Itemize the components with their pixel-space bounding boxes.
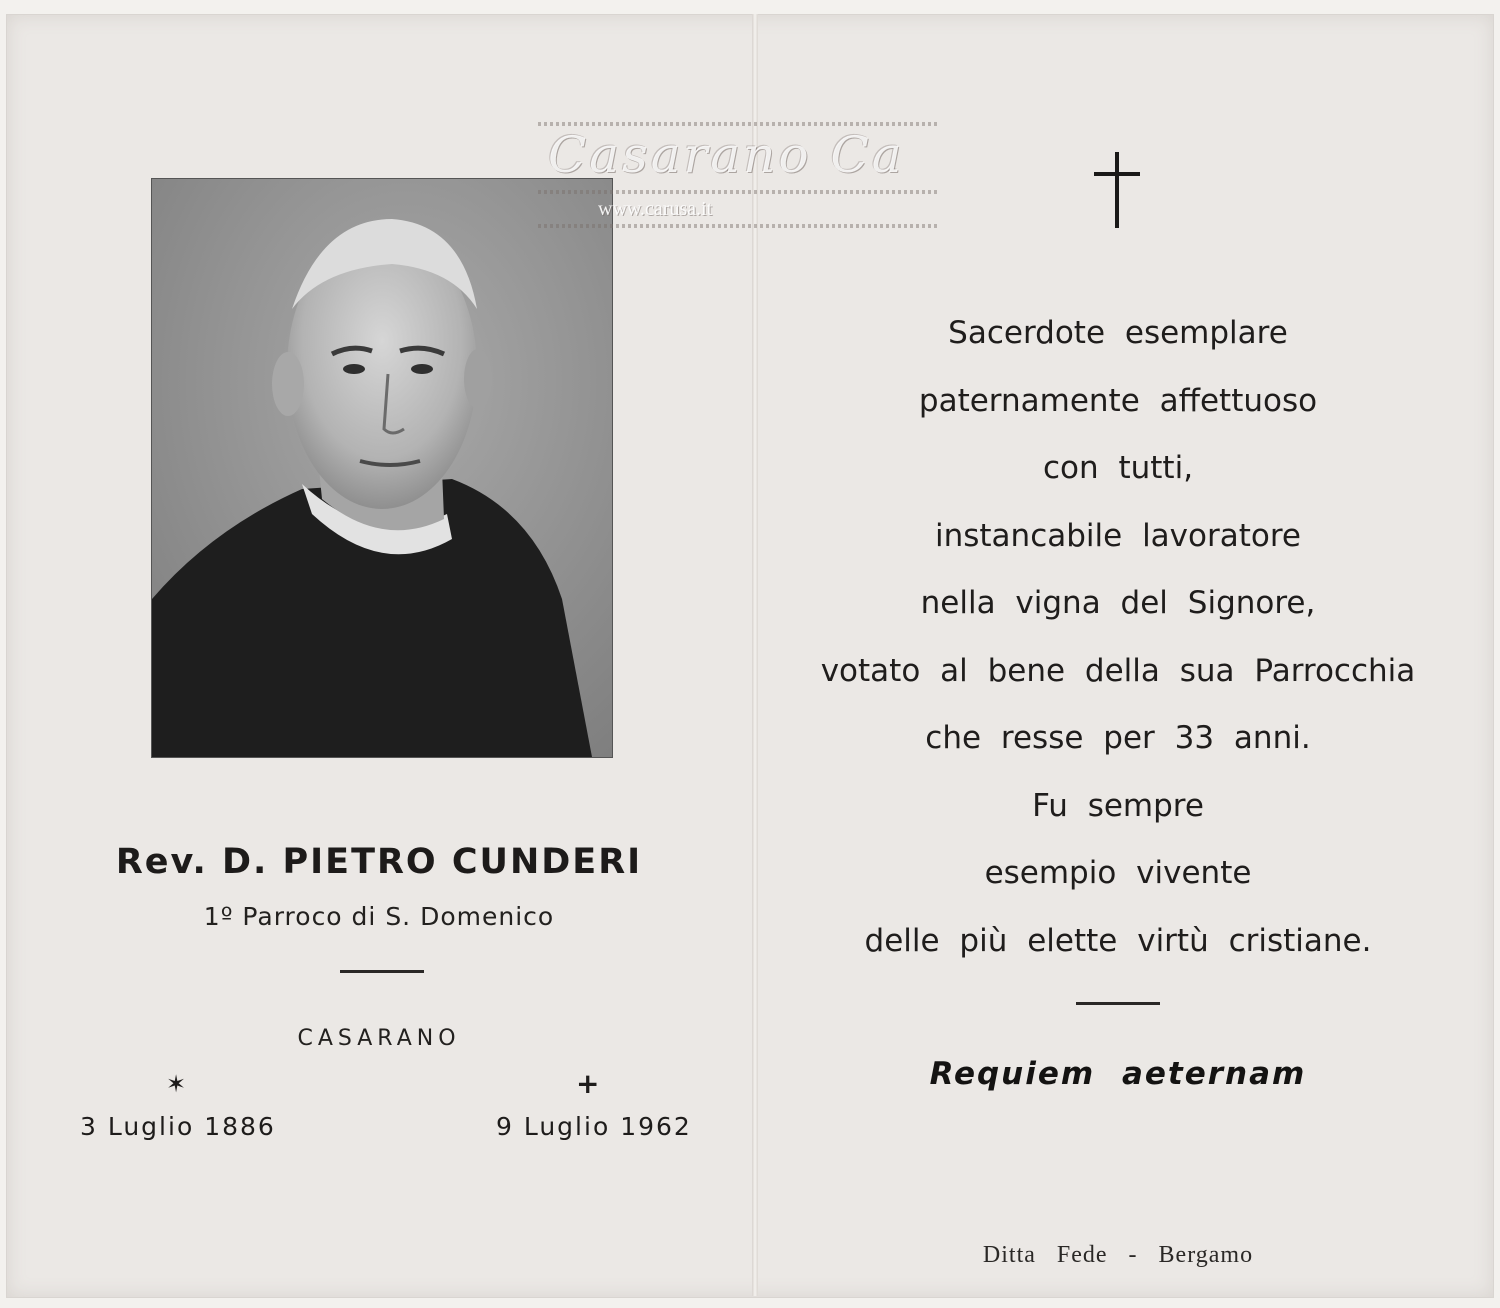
watermark-url: www.carusa.it	[598, 198, 713, 220]
verse-line: con tutti,	[1042, 450, 1194, 486]
printer-credit: Ditta Fede - Bergamo	[982, 1242, 1254, 1268]
requiem-text: Requiem aeternam	[929, 1056, 1307, 1092]
birth-star-icon: ✶	[166, 1070, 187, 1098]
verse-line: instancabile lavoratore	[934, 517, 1301, 554]
town-name: CASARANO	[297, 1026, 461, 1051]
death-date: 9 Luglio 1962	[496, 1112, 692, 1141]
latin-cross-icon	[1094, 152, 1142, 228]
verse-line: Fu sempre	[1032, 787, 1204, 824]
priest-title: 1º Parroco di S. Domenico	[203, 902, 555, 931]
birth-date: 3 Luglio 1886	[80, 1112, 276, 1141]
divider-left	[340, 970, 424, 973]
memorial-verse	[758, 300, 1478, 975]
divider-right	[1076, 1002, 1160, 1005]
verse-line: nella vigna del Signore,	[920, 585, 1316, 621]
watermark-script: Casarano Ca	[548, 126, 905, 184]
priest-name: Rev. D. PIETRO CUNDERI	[115, 842, 643, 882]
verse-line: Sacerdote esemplare	[948, 315, 1288, 351]
verse-line: delle più elette virtù cristiane.	[864, 922, 1372, 959]
verse-line: votato al bene della sua Parrocchia	[820, 652, 1416, 689]
portrait-photo	[151, 178, 613, 758]
verse-line: paternamente affettuoso	[918, 382, 1318, 419]
right-panel	[758, 14, 1492, 1296]
verse-line: che resse per 33 anni.	[925, 720, 1311, 756]
left-panel	[6, 14, 752, 1296]
verse-line: esempio vivente	[984, 855, 1252, 891]
death-cross-icon: +	[576, 1067, 600, 1100]
